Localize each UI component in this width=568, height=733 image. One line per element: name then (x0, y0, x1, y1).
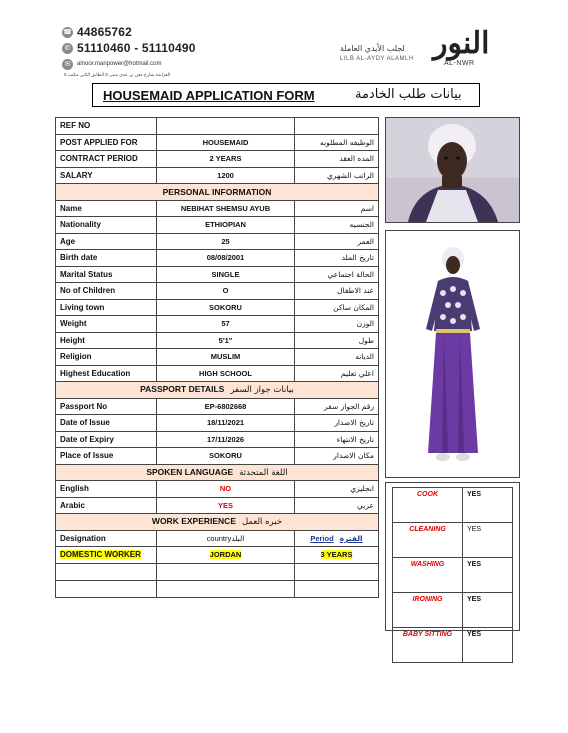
field-value: 1200 (157, 167, 295, 184)
field-label: No of Children (56, 283, 157, 300)
field-label-arabic: الوزن (295, 316, 379, 333)
full-body-photo (385, 230, 520, 478)
phone-row (62, 24, 232, 40)
field-label-arabic: اعلي تعليم (295, 365, 379, 382)
field-label-arabic: الراتب الشهري (295, 167, 379, 184)
work-country-value: JORDAN (209, 550, 242, 560)
field-value: SOKORU (157, 448, 295, 465)
work-header-title: WORK EXPERIENCE (151, 516, 236, 527)
skill-name: WASHING (393, 558, 463, 593)
field-value: ETHIOPIAN (157, 217, 295, 234)
field-label-arabic: الديانه (295, 349, 379, 366)
field-value: YES (157, 497, 295, 514)
field-label: Name (56, 200, 157, 217)
form-row (56, 431, 379, 448)
skill-value: YES (463, 628, 513, 663)
logo-arabic: لجلب الأيدي العاملة (340, 44, 405, 53)
field-value: 5'1" (157, 332, 295, 349)
form-row (56, 118, 379, 135)
work-col-designation: Designation (56, 530, 157, 547)
form-row (56, 299, 379, 316)
form-row (56, 200, 379, 217)
field-label: CONTRACT PERIOD (56, 151, 157, 168)
field-label-arabic: تاريخ الانتهاء (295, 431, 379, 448)
field-label: Marital Status (56, 266, 157, 283)
field-label: POST APPLIED FOR (56, 134, 157, 151)
field-label: Age (56, 233, 157, 250)
work-col-period (295, 530, 379, 547)
period-label-arabic: الفترة (339, 533, 363, 543)
form-row (56, 134, 379, 151)
passport-header (56, 382, 379, 399)
field-label-arabic: الجنسيه (295, 217, 379, 234)
field-label: Birth date (56, 250, 157, 267)
field-value: HIGH SCHOOL (157, 365, 295, 382)
field-label-arabic: الوظيفه المطلوبه (295, 134, 379, 151)
phone-icon: ☎ (63, 28, 72, 36)
title-english: HOUSEMAID APPLICATION FORM (103, 88, 315, 103)
field-label: SALARY (56, 167, 157, 184)
field-label-arabic: المده العقد (295, 151, 379, 168)
email: alnoor.manpower@hotmail.com (77, 61, 162, 67)
form-row (56, 448, 379, 465)
skill-value: YES (463, 558, 513, 593)
personal-info-header-cell (56, 184, 379, 201)
form-row (56, 250, 379, 267)
logo-sub: AL-NWR (444, 60, 475, 67)
personal-info-header (56, 184, 379, 201)
field-label: Living town (56, 299, 157, 316)
field-label-arabic: تاريخ الملد (295, 250, 379, 267)
blank-row (56, 580, 379, 597)
skill-name: IRONING (393, 593, 463, 628)
work-period-value: 3 YEARS (320, 550, 353, 560)
blank-cell (157, 580, 295, 597)
field-label-arabic: الحالة اجتماعي (295, 266, 379, 283)
skill-value: YES (463, 593, 513, 628)
skill-row (393, 628, 513, 663)
application-table-body (56, 118, 379, 598)
field-label: Passport No (56, 398, 157, 415)
field-value: NEBIHAT SHEMSU AYUB (157, 200, 295, 217)
work-row (56, 547, 379, 564)
field-value: NO (157, 481, 295, 498)
phone-main: 44865762 (77, 25, 132, 39)
field-value: 18/11/2021 (157, 415, 295, 432)
portrait-photo (385, 117, 520, 223)
skills-table (392, 487, 513, 663)
country-label-arabic: البلد (231, 533, 245, 543)
field-label-arabic: رقم الجواز سفر (295, 398, 379, 415)
blank-row (56, 563, 379, 580)
skills-panel (385, 482, 520, 638)
field-label: Weight (56, 316, 157, 333)
field-label: Highest Education (56, 365, 157, 382)
form-row (56, 332, 379, 349)
passport-header-cell (56, 382, 379, 399)
phone-alt-row (62, 40, 232, 56)
language-header (56, 464, 379, 481)
skill-row (393, 488, 513, 523)
field-label-arabic: اسم (295, 200, 379, 217)
field-label: Arabic (56, 497, 157, 514)
skill-name: COOK (393, 488, 463, 523)
field-value: 17/11/2026 (157, 431, 295, 448)
whatsapp-icon: ✆ (62, 43, 73, 54)
form-row (56, 497, 379, 514)
skill-value: YES (463, 488, 513, 523)
field-value: HOUSEMAID (157, 134, 295, 151)
skill-value: YES (463, 523, 513, 558)
period-label: Period (310, 533, 334, 543)
phone-alt: 51110460 - 51110490 (77, 41, 196, 55)
address: الفراشة شارع معن بن عدي مبنى 8 الطابق الثاني مكتب 5 (64, 72, 171, 77)
form-row (56, 266, 379, 283)
field-label-arabic: انجليزي (295, 481, 379, 498)
passport-header-title: PASSPORT DETAILS (140, 384, 225, 395)
skill-row (393, 593, 513, 628)
passport-header-title-arabic: بيانات جواز السفر (230, 385, 294, 396)
form-row (56, 481, 379, 498)
blank-cell (56, 563, 157, 580)
portrait-image (386, 118, 519, 222)
work-columns-row (56, 530, 379, 547)
field-label: Height (56, 332, 157, 349)
blank-cell (56, 580, 157, 597)
field-label-arabic: تاريخ الاصدار (295, 415, 379, 432)
field-value: O (157, 283, 295, 300)
field-label: Date of Issue (56, 415, 157, 432)
field-value: 2 YEARS (157, 151, 295, 168)
full-body-image (386, 231, 519, 477)
form-row (56, 349, 379, 366)
field-value: 25 (157, 233, 295, 250)
field-label-arabic: عند الاطفال (295, 283, 379, 300)
blank-cell (295, 580, 379, 597)
field-value: SOKORU (157, 299, 295, 316)
language-header-cell (56, 464, 379, 481)
skill-name: BABY SITTING (393, 628, 463, 663)
email-row (62, 56, 232, 72)
field-label: Date of Expiry (56, 431, 157, 448)
field-label-arabic (295, 118, 379, 135)
contact-block (62, 24, 232, 78)
form-row (56, 233, 379, 250)
skill-name: CLEANING (393, 523, 463, 558)
field-label: English (56, 481, 157, 498)
email-icon: ✉ (62, 59, 73, 70)
field-label: REF NO (56, 118, 157, 135)
form-row (56, 167, 379, 184)
field-value: SINGLE (157, 266, 295, 283)
blank-cell (157, 563, 295, 580)
form-row (56, 283, 379, 300)
form-row (56, 398, 379, 415)
skill-row (393, 558, 513, 593)
work-col-country (157, 530, 295, 547)
form-title (92, 83, 480, 107)
field-label-arabic: مكان الاصدار (295, 448, 379, 465)
work-country (157, 547, 295, 564)
work-designation-value: DOMESTIC WORKER (60, 550, 141, 560)
skills-table-body (393, 488, 513, 663)
skill-row (393, 523, 513, 558)
form-row (56, 365, 379, 382)
field-value: EP-6802668 (157, 398, 295, 415)
work-period (295, 547, 379, 564)
country-label: country (206, 533, 232, 543)
field-value: 08/08/2001 (157, 250, 295, 267)
logo-brand: النور (433, 26, 490, 61)
work-header-title-arabic: خبره العمل (242, 517, 283, 528)
field-label-arabic: العمر (295, 233, 379, 250)
work-designation (56, 547, 157, 564)
company-logo (340, 26, 510, 70)
work-header-cell (56, 514, 379, 531)
form-row (56, 217, 379, 234)
field-label-arabic: عربي (295, 497, 379, 514)
form-row (56, 415, 379, 432)
field-label-arabic: المكان ساكن (295, 299, 379, 316)
logo-english: LILB AL-AYDY ALAMLH (340, 56, 414, 62)
field-label: Religion (56, 349, 157, 366)
field-label-arabic: طول (295, 332, 379, 349)
language-header-title-arabic: اللغة المتحدثة (239, 467, 288, 478)
field-value: MUSLIM (157, 349, 295, 366)
work-header (56, 514, 379, 531)
title-arabic: بيانات طلب الخادمة (355, 87, 462, 102)
field-label: Place of Issue (56, 448, 157, 465)
application-table (55, 117, 379, 598)
personal-info-header-title: PERSONAL INFORMATION (162, 186, 272, 197)
field-value (157, 118, 295, 135)
field-value: 57 (157, 316, 295, 333)
language-header-title: SPOKEN LANGUAGE (146, 466, 234, 477)
form-row (56, 316, 379, 333)
field-label: Nationality (56, 217, 157, 234)
blank-cell (295, 563, 379, 580)
form-row (56, 151, 379, 168)
